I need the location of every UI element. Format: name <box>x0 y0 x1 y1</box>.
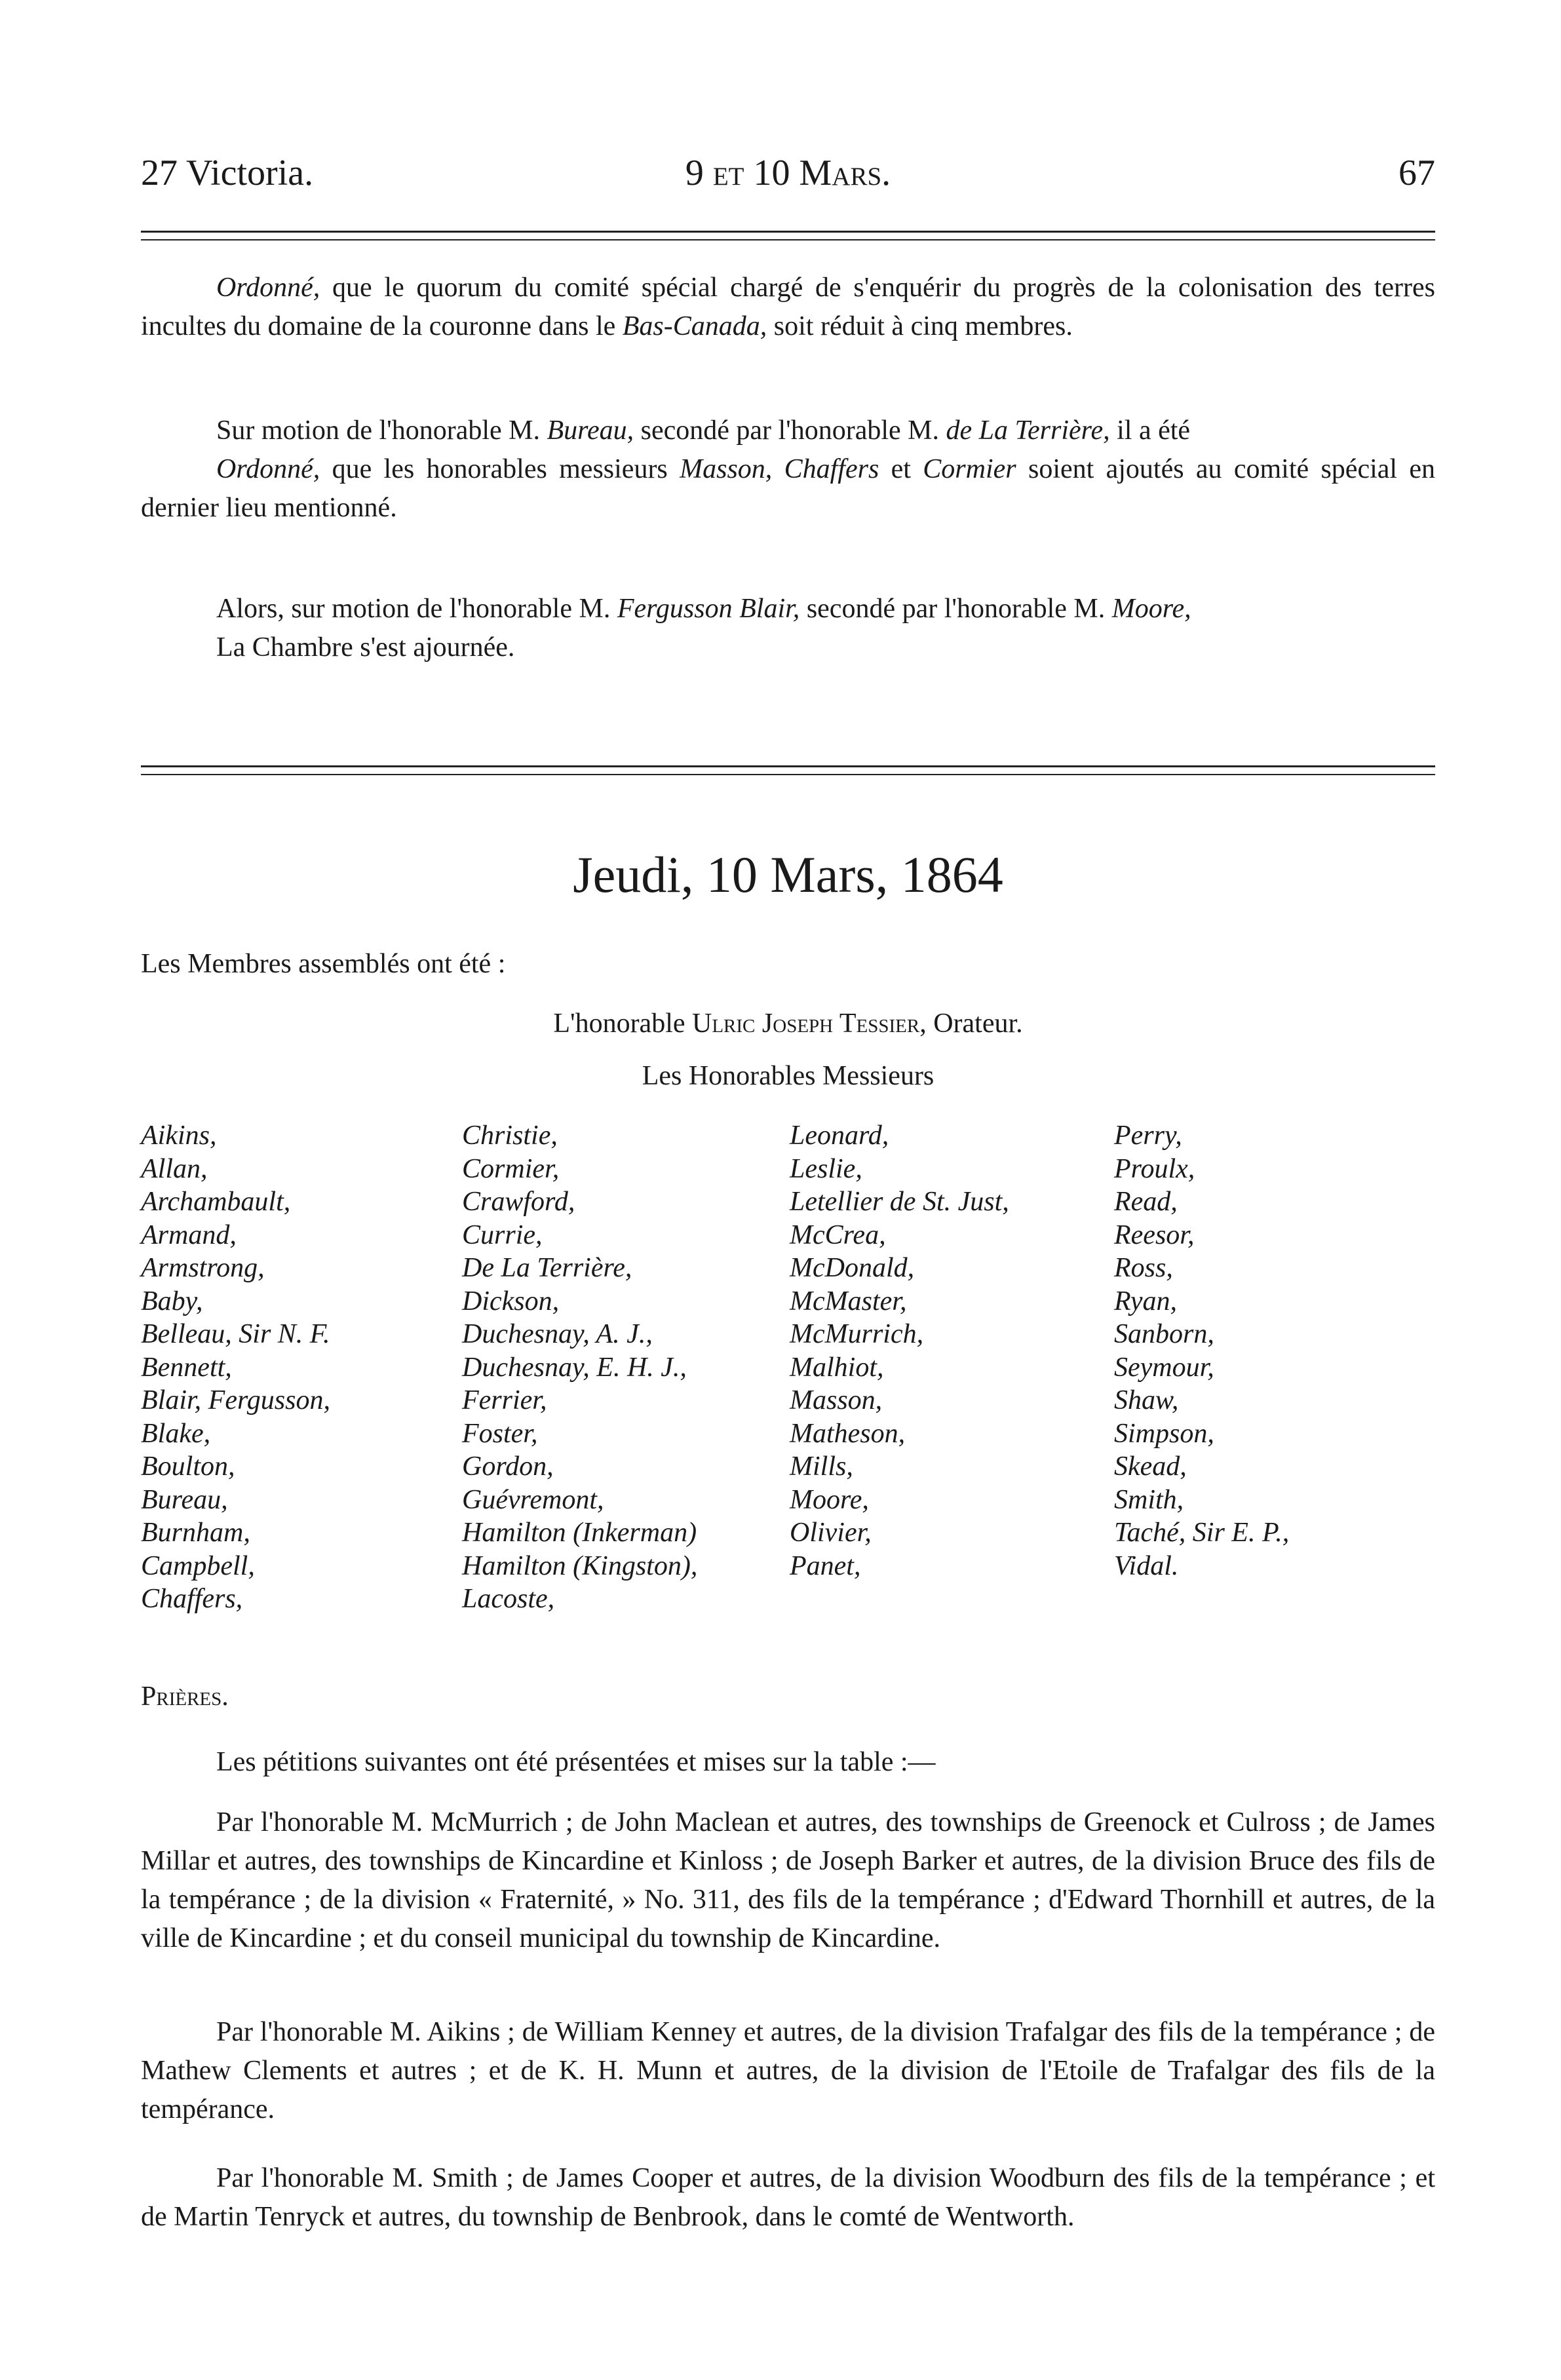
member-name: Matheson, <box>790 1418 906 1449</box>
paragraph-adjournment <box>141 590 1435 667</box>
member-name: Armand, <box>141 1219 237 1250</box>
member-name: Crawford, <box>462 1187 575 1217</box>
member-name: Boulton, <box>141 1451 235 1482</box>
member-name: Lacoste, <box>462 1584 555 1614</box>
para2-text1: Sur motion de l'honorable M. <box>216 415 541 446</box>
petition-mcmurrich: Par l'honorable M. McMurrich ; de John Maclean et autres, des townships de Greenock et Culross ; de James Millar et autres, des townships de Kincardine et Kinloss ; de Joseph Barker et autres, de la division Bruce des fils de la tempérance ; de la division « Fraternité, » No. 311, des fils de la tempérance ; d'Edward Thornhill et autres, de la ville de Kincardine ; et du conseil municipal du township de Kincardine. <box>141 1807 1435 1953</box>
member-bureau: Bureau, <box>547 415 634 446</box>
para2-text2: secondé par l'honorable M. <box>640 415 940 446</box>
member-name: Aikins, <box>141 1121 217 1151</box>
member-name: Leslie, <box>790 1153 862 1184</box>
member-name: McCrea, <box>790 1219 886 1250</box>
member-name: Duchesnay, E. H. J., <box>462 1352 687 1383</box>
member-name: Bennett, <box>141 1352 232 1383</box>
member-masson: Masson, <box>680 454 773 484</box>
member-name: McMaster, <box>790 1286 907 1316</box>
header-session: 27 Victoria. <box>141 153 314 193</box>
paragraph-motion-bureau <box>141 412 1435 528</box>
member-name: Guévremont, <box>462 1484 604 1515</box>
ordonne-word-2: Ordonné, <box>216 454 320 484</box>
member-name: Allan, <box>141 1153 208 1184</box>
header-page-number: 67 <box>1398 153 1435 193</box>
members-col-1 <box>141 1119 330 1616</box>
honorables-line: Les Honorables Messieurs <box>642 1061 935 1091</box>
member-name: Simpson, <box>1114 1418 1214 1449</box>
member-fergusson-blair: Fergusson Blair, <box>617 594 800 624</box>
para2-text4: que les honorables messieurs <box>332 454 668 484</box>
member-name: Bureau, <box>141 1484 228 1515</box>
member-name: Taché, Sir E. P., <box>1114 1518 1290 1548</box>
member-name: Letellier de St. Just, <box>790 1187 1009 1217</box>
member-name: Olivier, <box>790 1518 872 1548</box>
petitions-intro: Les pétitions suivantes ont été présentées et mises sur la table :— <box>216 1747 936 1777</box>
member-name: Currie, <box>462 1219 543 1250</box>
member-name: Armstrong, <box>141 1253 265 1283</box>
speaker-suffix: , Orateur. <box>919 1008 1023 1039</box>
member-name: Masson, <box>790 1385 883 1415</box>
speaker-line <box>141 1008 1435 1039</box>
para2-et: et <box>891 454 911 484</box>
running-header <box>141 139 1435 198</box>
para1-text2: soit réduit à cinq membres. <box>773 311 1073 341</box>
member-name: Reesor, <box>1114 1219 1195 1250</box>
petition-aikins: Par l'honorable M. Aikins ; de William Kenney et autres, de la division Trafalgar des fils de la tempérance ; de Mathew Clements et autres ; et de K. H. Munn et autres, de la division de l'Etoile de Trafalgar des fils de la tempérance. <box>141 2017 1435 2124</box>
members-col-2 <box>462 1119 697 1616</box>
paragraph-quorum <box>141 269 1435 346</box>
member-moore: Moore, <box>1111 594 1191 624</box>
member-cormier: Cormier <box>923 454 1016 484</box>
member-de-la-terriere: de La Terrière, <box>946 415 1110 446</box>
member-name: Moore, <box>790 1484 869 1515</box>
member-name: Ryan, <box>1114 1286 1178 1316</box>
para3-line2: La Chambre s'est ajournée. <box>216 632 515 662</box>
member-name: Gordon, <box>462 1451 554 1482</box>
member-name: McMurrich, <box>790 1319 924 1349</box>
members-col-4 <box>1114 1119 1289 1583</box>
member-name: Burnham, <box>141 1518 250 1548</box>
speaker-prefix: L'honorable <box>553 1008 685 1039</box>
member-name: Baby, <box>141 1286 203 1316</box>
assembled-line: Les Membres assemblés ont été : <box>141 949 506 979</box>
para3-text2: secondé par l'honorable M. <box>806 594 1106 624</box>
ordonne-word: Ordonné, <box>216 273 320 303</box>
member-name: Seymour, <box>1114 1352 1214 1383</box>
member-name: Leonard, <box>790 1121 889 1151</box>
member-name: Shaw, <box>1114 1385 1179 1415</box>
place-name: Bas-Canada, <box>622 311 767 341</box>
member-name: Ross, <box>1114 1253 1173 1283</box>
member-name: Proulx, <box>1114 1153 1195 1184</box>
section-rule <box>141 765 1435 775</box>
member-name: Panet, <box>790 1550 861 1581</box>
member-name: Chaffers, <box>141 1584 243 1614</box>
member-name: Vidal. <box>1114 1550 1179 1581</box>
petition-smith: Par l'honorable M. Smith ; de James Cooper et autres, de la division Woodburn des fils de la tempérance ; et de Martin Tenryck et autres, du township de Benbrook, dans le comté de Wentworth. <box>141 2163 1435 2232</box>
member-name: Belleau, Sir N. F. <box>141 1319 330 1349</box>
speaker-name: Ulric Joseph Tessier <box>692 1008 920 1039</box>
para2-text5: soient ajoutés au comité spécial en dernier lieu mentionné. <box>141 454 1436 523</box>
member-name: Skead, <box>1114 1451 1187 1482</box>
header-date: 9 et 10 Mars. <box>685 153 891 193</box>
para1-text: que le quorum du comité spécial chargé de s'enquérir du progrès de la colonisation des terres incultes du domaine de la couronne dans le <box>141 273 1436 341</box>
member-name: Foster, <box>462 1418 538 1449</box>
member-name: Archambault, <box>141 1187 291 1217</box>
member-name: McDonald, <box>790 1253 915 1283</box>
member-name: Smith, <box>1114 1484 1184 1515</box>
member-name: Malhiot, <box>790 1352 884 1383</box>
member-name: Cormier, <box>462 1153 560 1184</box>
member-name: Dickson, <box>462 1286 560 1316</box>
member-chaffers: Chaffers <box>784 454 879 484</box>
member-name: Campbell, <box>141 1550 255 1581</box>
prieres-heading: Prières. <box>141 1681 229 1712</box>
member-name: Ferrier, <box>462 1385 547 1415</box>
header-rule <box>141 231 1435 240</box>
member-name: Hamilton (Kingston), <box>462 1550 698 1581</box>
member-name: Christie, <box>462 1121 558 1151</box>
member-name: Blake, <box>141 1418 211 1449</box>
member-name: Mills, <box>790 1451 853 1482</box>
member-name: Perry, <box>1114 1121 1182 1151</box>
member-name: Sanborn, <box>1114 1319 1214 1349</box>
para3-text1: Alors, sur motion de l'honorable M. <box>216 594 611 624</box>
member-name: Hamilton (Inkerman) <box>462 1518 697 1548</box>
member-name: Blair, Fergusson, <box>141 1385 330 1415</box>
member-name: De La Terrière, <box>462 1253 632 1283</box>
members-col-3 <box>790 1119 1009 1583</box>
member-name: Read, <box>1114 1187 1178 1217</box>
member-name: Duchesnay, A. J., <box>462 1319 653 1349</box>
day-heading: Jeudi, 10 Mars, 1864 <box>573 846 1003 903</box>
para2-text3: il a été <box>1117 415 1191 446</box>
